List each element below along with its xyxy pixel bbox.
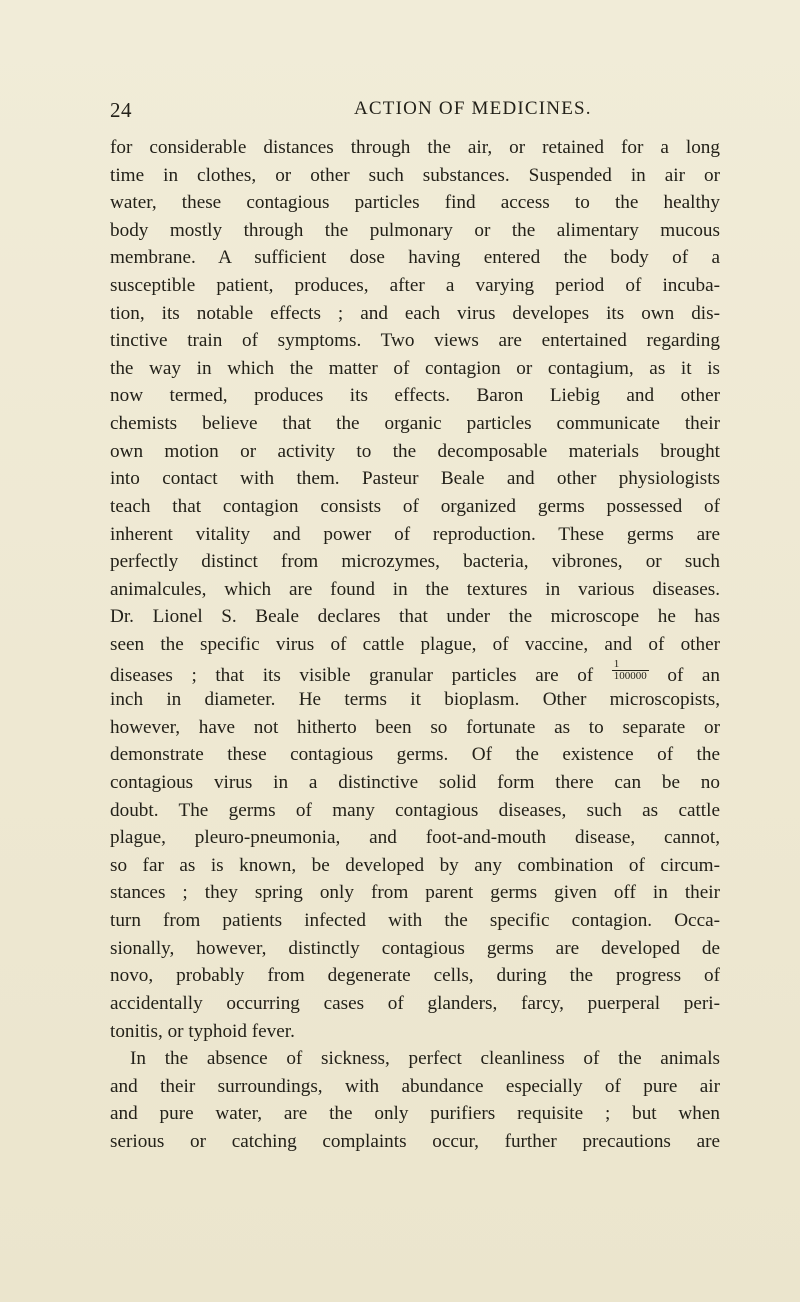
text-line: animalcules, which are found in the textures in various diseases.: [110, 578, 720, 600]
text-line: seen the specific virus of cattle plague, of vaccine, and of other: [110, 633, 720, 655]
text-line: sionally, however, distinctly contagious germs are developed de: [110, 937, 720, 959]
text-line: however, have not hitherto been so fortunate as to separate or: [110, 716, 720, 738]
fraction-line-before: diseases ; that its visible granular particles are of: [110, 664, 594, 686]
fraction-denominator: 100000: [613, 669, 647, 682]
fraction: [612, 659, 649, 682]
text-line: serious or catching complaints occur, further precautions are: [110, 1130, 720, 1152]
text-line: own motion or activity to the decomposable materials brought: [110, 440, 720, 462]
text-line: contagious virus in a distinctive solid form there can be no: [110, 772, 720, 794]
text-line: water, these contagious particles find access to the healthy: [110, 192, 720, 214]
text-line: membrane. A sufficient dose having entered the body of a: [110, 247, 720, 269]
running-head: ACTION OF MEDICINES.: [354, 98, 592, 119]
text-line: turn from patients infected with the specific contagion. Occa-: [110, 910, 720, 932]
text-line: doubt. The germs of many contagious diseases, such as cattle: [110, 799, 720, 821]
text-line: stances ; they spring only from parent germs given off in their: [110, 882, 720, 904]
text-line: teach that contagion consists of organized germs possessed of: [110, 495, 720, 517]
text-line: now termed, produces its effects. Baron Liebig and other: [110, 385, 720, 407]
text-line: chemists believe that the organic particles communicate their: [110, 413, 720, 435]
fraction-numerator: 1: [612, 659, 649, 671]
text-line: Dr. Lionel S. Beale declares that under the microscope he has: [110, 606, 720, 628]
text-line: and their surroundings, with abundance especially of pure air: [110, 1075, 720, 1097]
text-line: for considerable distances through the air, or retained for a long: [110, 137, 720, 158]
text-line: inherent vitality and power of reproduction. These germs are: [110, 523, 720, 545]
page-number: 24: [110, 98, 132, 122]
text-line: so far as is known, be developed by any combination of circum-: [110, 854, 720, 876]
text-line: perfectly distinct from microzymes, bacteria, vibrones, or such: [110, 551, 720, 573]
text-line: tion, its notable effects ; and each virus developes its own dis-: [110, 302, 720, 324]
text-line: tinctive train of symptoms. Two views are entertained regarding: [110, 330, 720, 352]
fraction-line-after: of an: [667, 664, 720, 686]
text-line: and pure water, are the only purifiers requisite ; but when: [110, 1103, 720, 1125]
text-line: accidentally occurring cases of glanders, farcy, puerperal peri-: [110, 992, 720, 1014]
text-line: plague, pleuro-pneumonia, and foot-and-mouth disease, cannot,: [110, 827, 720, 849]
text-line: susceptible patient, produces, after a varying period of incuba-: [110, 275, 720, 297]
text-line: body mostly through the pulmonary or the alimentary mucous: [110, 219, 720, 241]
text-line: time in clothes, or other such substances. Suspended in air or: [110, 164, 720, 186]
page-header: [110, 98, 730, 128]
text-line: the way in which the matter of contagion or contagium, as it is: [110, 357, 720, 379]
text-line: into contact with them. Pasteur Beale and other physiologists: [110, 468, 720, 490]
text-line: inch in diameter. He terms it bioplasm. Other microscopists,: [110, 689, 720, 711]
text-line-paragraph-start: In the absence of sickness, perfect cleanliness of the animals: [130, 1048, 720, 1070]
fraction-text-line: [110, 659, 720, 687]
body-text: [110, 134, 720, 1156]
text-line-paragraph-end: tonitis, or typhoid fever.: [110, 1020, 295, 1042]
text-line: demonstrate these contagious germs. Of the existence of the: [110, 744, 720, 766]
text-line: novo, probably from degenerate cells, during the progress of: [110, 965, 720, 987]
